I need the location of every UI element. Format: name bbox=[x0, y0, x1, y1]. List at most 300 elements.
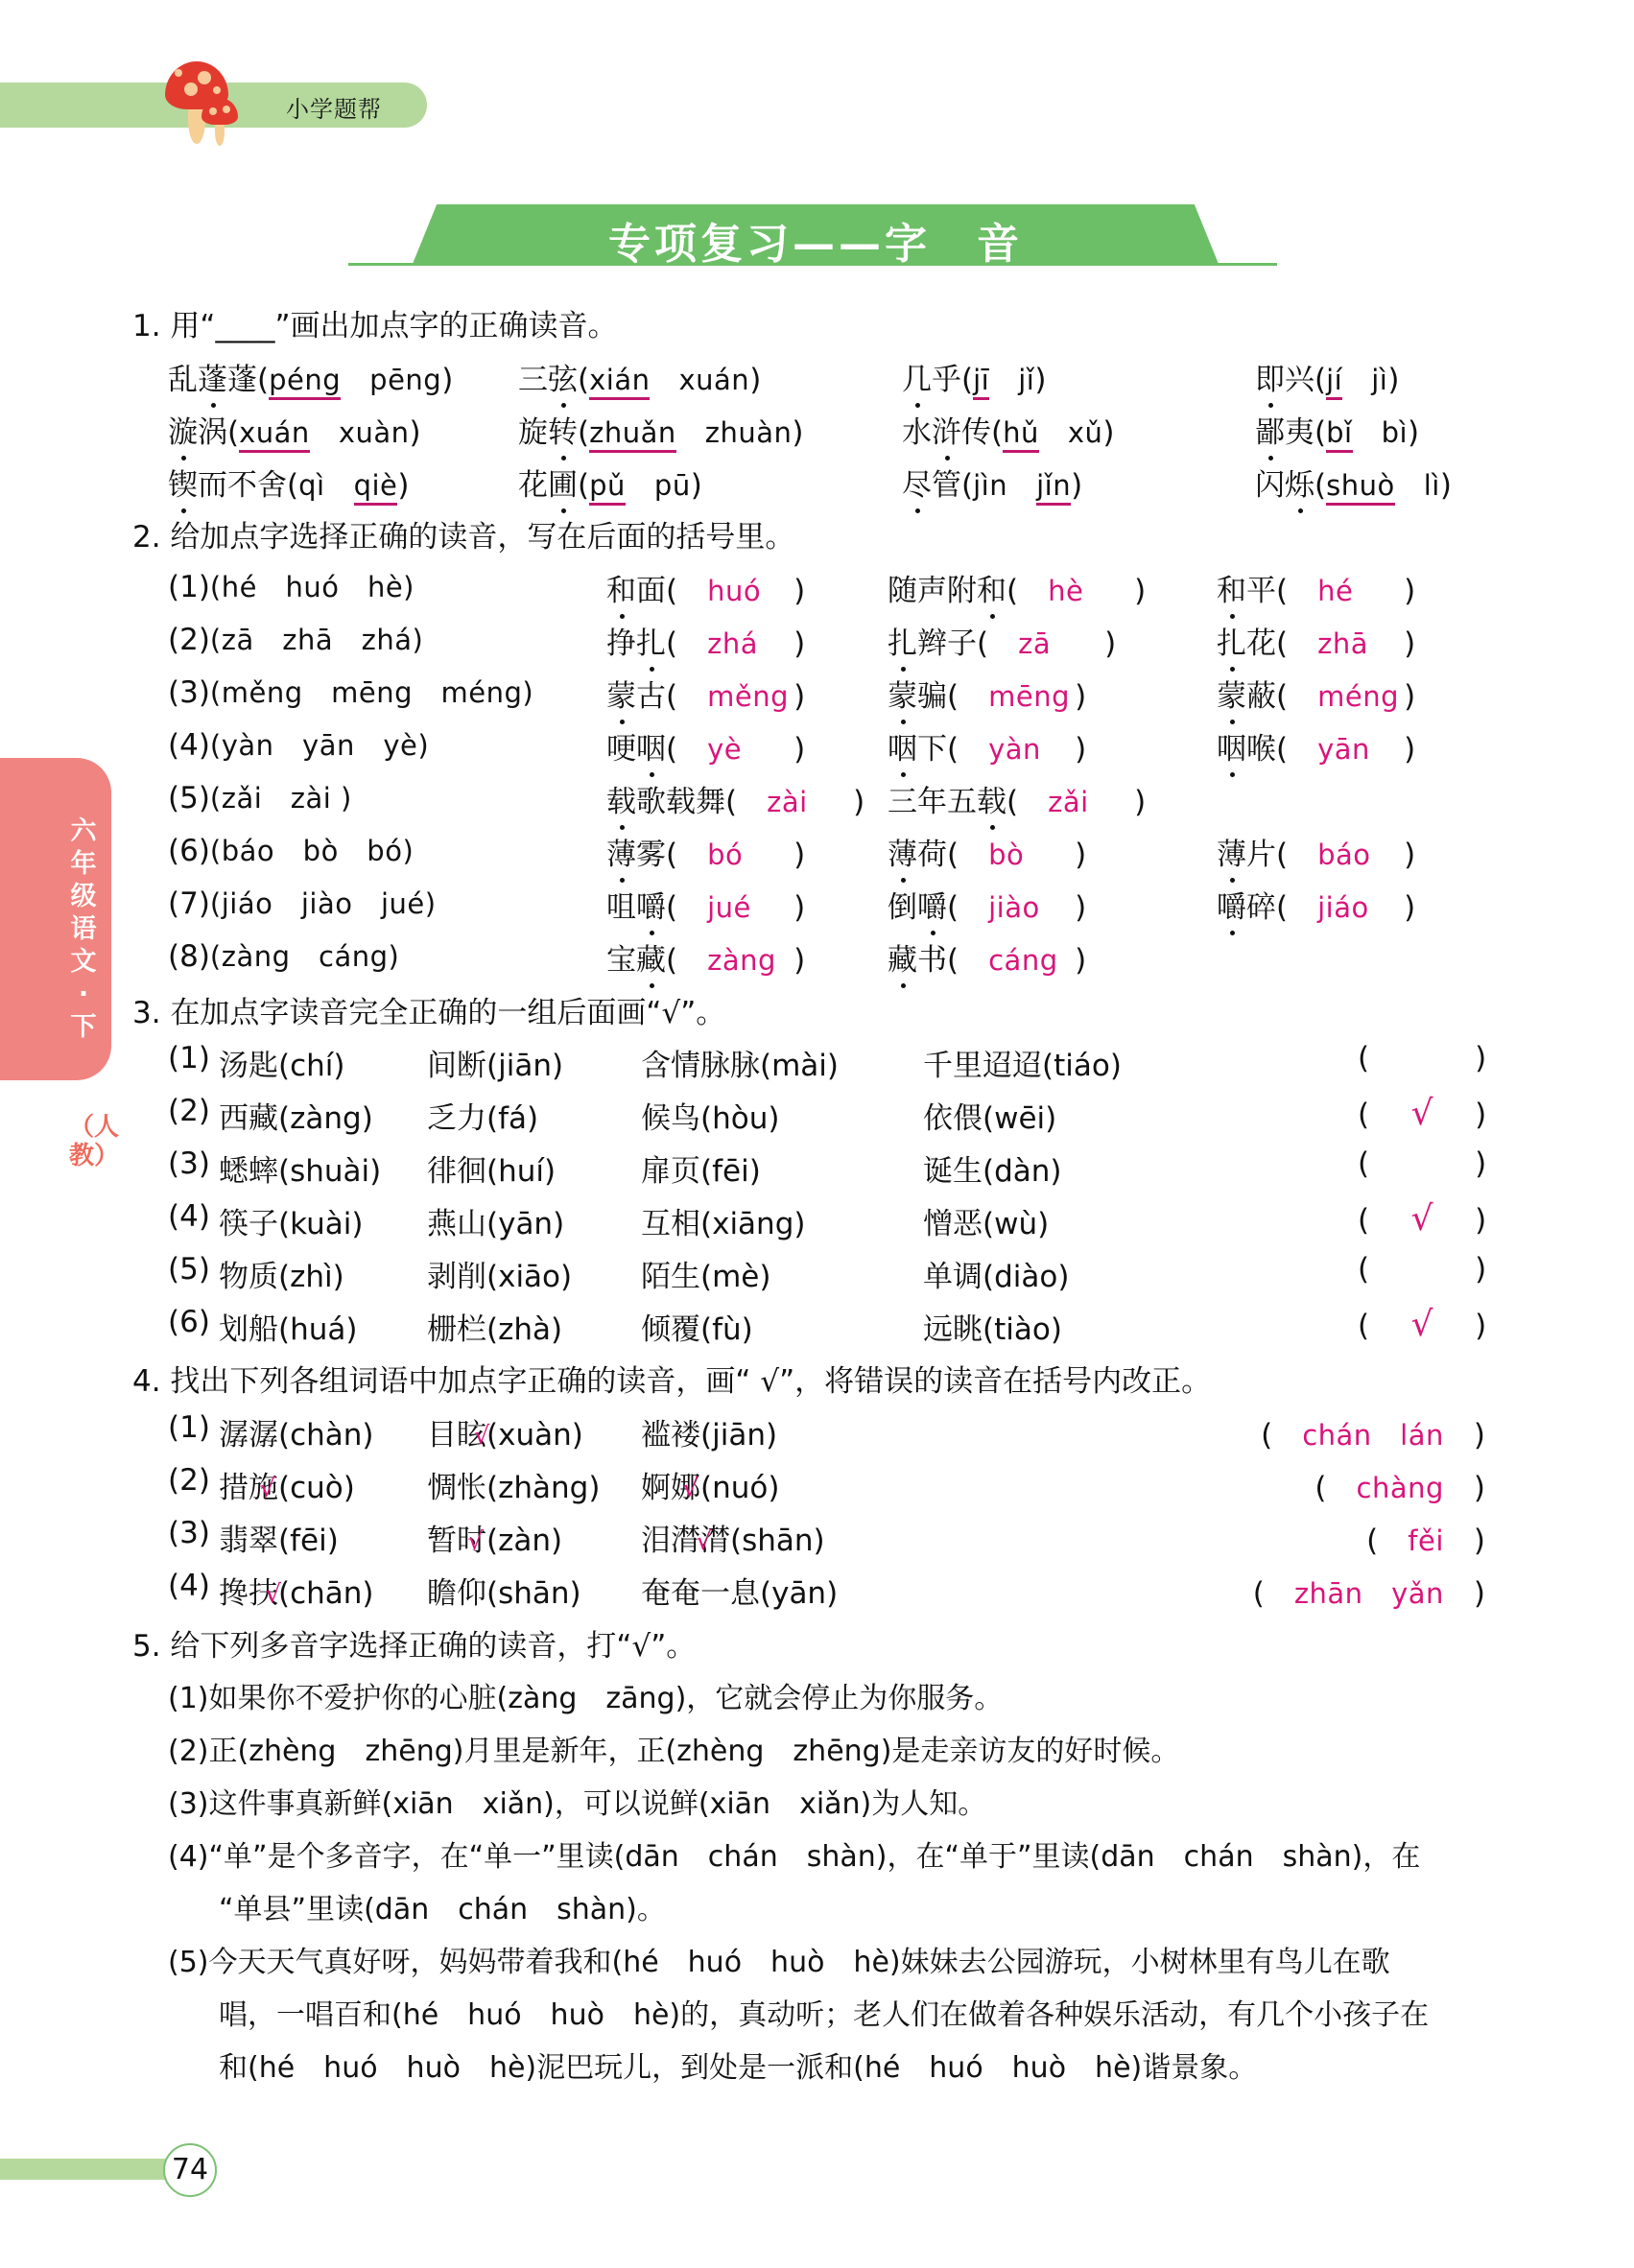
char: 三 bbox=[888, 785, 917, 819]
paren-close: ) bbox=[690, 468, 702, 503]
q2-word bbox=[888, 777, 1146, 820]
answer-field[interactable]: báo bbox=[1317, 839, 1371, 871]
char: 蔽 bbox=[1246, 679, 1276, 714]
paren-open: ( bbox=[947, 890, 989, 925]
paren-close: ) bbox=[1104, 626, 1117, 661]
q3-word: 西藏(zàng) bbox=[219, 1101, 373, 1136]
paren-close: ) bbox=[1443, 1576, 1485, 1611]
paren-close: ) bbox=[1404, 626, 1416, 661]
dotted-char: 和 bbox=[606, 566, 636, 609]
correction-field[interactable] bbox=[1314, 1463, 1485, 1506]
paren-open: ( bbox=[947, 943, 989, 978]
paren-close: ) bbox=[1443, 1524, 1485, 1558]
char: 雾 bbox=[636, 838, 666, 872]
q2-options bbox=[168, 619, 423, 658]
dotted-char: 咽 bbox=[1217, 724, 1246, 768]
paren-close: ) bbox=[1443, 1471, 1485, 1505]
paren-open: ( bbox=[1261, 1418, 1303, 1453]
item-number: (3) bbox=[168, 1516, 210, 1550]
pinyin-options: (hé huó hè) bbox=[209, 571, 414, 603]
pinyin-option[interactable]: jǐ bbox=[1018, 364, 1035, 396]
char: 喉 bbox=[1246, 732, 1276, 767]
dotted-char: 咽 bbox=[636, 724, 666, 768]
paren-open: ( bbox=[1314, 468, 1327, 503]
answer-field[interactable]: bò bbox=[988, 839, 1025, 871]
paren-close: ) bbox=[409, 415, 421, 450]
dotted-char: 藏 bbox=[888, 935, 917, 979]
word: 瞻仰(shān) bbox=[427, 1576, 581, 1611]
char: 平 bbox=[1246, 574, 1276, 608]
char: 随 bbox=[888, 574, 917, 608]
char: 歌 bbox=[636, 785, 666, 819]
q1-item bbox=[1255, 408, 1419, 451]
q2-word bbox=[888, 830, 1086, 873]
q3-word: 划船(huá) bbox=[219, 1312, 358, 1347]
q2-options bbox=[168, 566, 414, 605]
ticked-word: 泪潸潸(shān) √ bbox=[641, 1516, 825, 1559]
q2-options bbox=[168, 777, 352, 816]
paren-close: ) bbox=[1439, 468, 1452, 503]
paren-close: ) bbox=[397, 468, 410, 503]
paren-close: ) bbox=[1404, 574, 1416, 608]
q2-options bbox=[168, 935, 399, 975]
q5-line: (4)“单”是个多音字，在“单一”里读(dān chán shàn)，在“单于”里读(dān chán shàn)，在 bbox=[168, 1840, 1421, 1874]
char: 年 bbox=[917, 785, 947, 819]
q5-line: (1)如果你不爱护你的心脏(zàng zāng)，它就会停止为你服务。 bbox=[168, 1682, 1004, 1715]
paren-close: ) bbox=[1408, 415, 1420, 450]
answer-field[interactable]: zàng bbox=[707, 944, 776, 977]
paren-open: ( bbox=[1276, 838, 1318, 872]
paren-open: ( bbox=[947, 838, 989, 872]
q2-word bbox=[606, 619, 805, 662]
q1-item bbox=[168, 355, 453, 398]
dotted-char: 载 bbox=[606, 777, 636, 820]
paren-close: ) bbox=[1475, 1252, 1487, 1287]
pinyin-options: (zǎi zài ) bbox=[209, 782, 352, 815]
underlined-answer[interactable]: jǐn bbox=[1036, 469, 1071, 506]
answer-field[interactable]: cáng bbox=[988, 944, 1058, 977]
paren-open: ( bbox=[977, 626, 1019, 661]
paren-close: ) bbox=[792, 415, 804, 450]
paren-open: ( bbox=[257, 363, 270, 397]
dotted-char: 转 bbox=[548, 408, 578, 451]
answer-field[interactable]: yè bbox=[707, 733, 743, 766]
dotted-char: 鄙 bbox=[1255, 408, 1285, 451]
underlined-answer[interactable]: hǔ bbox=[1003, 416, 1039, 453]
dotted-char: 锲 bbox=[168, 461, 198, 504]
q2-word bbox=[888, 672, 1086, 715]
dotted-char: 圃 bbox=[548, 461, 578, 504]
paren-open: ( bbox=[1358, 1146, 1370, 1181]
q4-word bbox=[427, 1463, 600, 1506]
answer-field[interactable]: méng bbox=[1317, 680, 1399, 713]
q2-word bbox=[606, 883, 805, 926]
answer-field[interactable]: mēng bbox=[988, 680, 1070, 713]
q2-word bbox=[1217, 566, 1415, 609]
q2-heading: 2. 给加点字选择正确的读音，写在后面的括号里。 bbox=[132, 520, 795, 555]
q1-item bbox=[902, 355, 1046, 398]
paren-open: ( bbox=[578, 363, 590, 397]
q2-word bbox=[1217, 883, 1415, 926]
pinyin-option[interactable]: jìn bbox=[973, 469, 1008, 502]
paren-open: ( bbox=[1314, 363, 1327, 397]
char: 管 bbox=[932, 468, 961, 503]
item-number: (2) bbox=[168, 1463, 210, 1498]
answer-field[interactable]: jué bbox=[707, 891, 751, 924]
q2-word bbox=[606, 935, 805, 979]
dotted-char: 即 bbox=[1255, 355, 1285, 398]
q2-options bbox=[168, 724, 429, 764]
paren-close: ) bbox=[1075, 732, 1087, 767]
ticked-word: 婀娜(nuó) √ bbox=[641, 1463, 779, 1506]
paren-open: ( bbox=[1314, 415, 1327, 450]
dotted-char: 载 bbox=[977, 777, 1006, 820]
footer-bar bbox=[0, 2159, 168, 2180]
q4-heading: 4. 找出下列各组词语中加点字正确的读音，画“ √”，将错误的读音在括号内改正。 bbox=[132, 1364, 1212, 1399]
page-number: 74 bbox=[163, 2143, 217, 2197]
q4-word bbox=[641, 1569, 838, 1612]
q2-options bbox=[168, 883, 437, 922]
ticked-word: 搀扶(chān) √ bbox=[219, 1569, 374, 1612]
answer-field[interactable]: hé bbox=[1317, 575, 1354, 607]
dotted-char: 蒙 bbox=[888, 672, 917, 715]
underlined-answer[interactable]: jí bbox=[1326, 364, 1342, 400]
underlined-answer[interactable]: jī bbox=[973, 364, 989, 400]
item-number: (4) bbox=[168, 1199, 210, 1234]
word: 惆怅(zhàng) bbox=[427, 1471, 601, 1505]
char: 书 bbox=[917, 943, 947, 978]
paren-open: ( bbox=[666, 679, 708, 714]
dotted-char: 和 bbox=[1217, 566, 1246, 609]
dotted-char: 蒙 bbox=[606, 672, 636, 715]
char: 舞 bbox=[696, 785, 725, 819]
pinyin-option[interactable]: bì bbox=[1381, 416, 1409, 449]
answer-field[interactable]: zā bbox=[1018, 627, 1052, 660]
pinyin-option[interactable]: lì bbox=[1423, 469, 1440, 502]
q3-word: 远眺(tiào) bbox=[923, 1312, 1062, 1347]
paren-open: ( bbox=[666, 943, 708, 978]
correction-field[interactable] bbox=[1366, 1516, 1485, 1559]
pinyin-option[interactable]: zhuàn bbox=[704, 416, 793, 449]
q3-word: 筷子(kuài) bbox=[219, 1207, 364, 1241]
q4-word bbox=[427, 1410, 583, 1453]
pinyin-options: (měng mēng méng) bbox=[209, 676, 534, 709]
paren-close: ) bbox=[1404, 732, 1416, 767]
q2-word bbox=[606, 777, 864, 820]
q3-word: 间断(jiān) bbox=[427, 1049, 564, 1083]
paren-close: ) bbox=[1134, 785, 1147, 819]
q4-word bbox=[219, 1516, 339, 1559]
paren-close: ) bbox=[793, 732, 806, 767]
paren-open: ( bbox=[1314, 1471, 1357, 1505]
dotted-char: 扎 bbox=[636, 619, 666, 662]
ticked-word: 目眩(xuàn) √ bbox=[427, 1410, 583, 1453]
char: 荷 bbox=[917, 838, 947, 872]
word: 潺潺(chàn) bbox=[219, 1418, 374, 1453]
q2-word bbox=[888, 883, 1086, 926]
dotted-char: 薄 bbox=[1217, 830, 1246, 873]
underlined-answer[interactable]: zhuǎn bbox=[589, 416, 676, 453]
paren-close: ) bbox=[1134, 574, 1147, 608]
paren-open: ( bbox=[1358, 1203, 1370, 1238]
correction-answer: chán lán bbox=[1302, 1419, 1444, 1452]
q4-word bbox=[219, 1463, 355, 1506]
q4-word bbox=[641, 1516, 825, 1559]
paren-close: ) bbox=[1443, 1418, 1485, 1453]
char: 宝 bbox=[606, 943, 636, 978]
paren-open: ( bbox=[1252, 1576, 1294, 1611]
paren-close: ) bbox=[1102, 415, 1115, 450]
dotted-char: 漩 bbox=[168, 408, 198, 451]
q3-word: 倾覆(fù) bbox=[641, 1312, 753, 1347]
paren-open: ( bbox=[578, 468, 590, 503]
paren-open: ( bbox=[947, 679, 989, 714]
q1-heading: 1. 用“____”画出加点字的正确读音。 bbox=[132, 309, 618, 343]
check-box[interactable] bbox=[1358, 1094, 1486, 1133]
pinyin-option[interactable]: jì bbox=[1371, 364, 1388, 396]
check-box[interactable] bbox=[1358, 1199, 1486, 1239]
paren-open: ( bbox=[666, 890, 708, 925]
correction-answer: zhān yǎn bbox=[1293, 1577, 1444, 1610]
paren-close: ) bbox=[1387, 363, 1400, 397]
underlined-answer[interactable]: pǔ bbox=[589, 469, 626, 506]
paren-open: ( bbox=[666, 626, 708, 661]
correction-answer: fěi bbox=[1408, 1524, 1444, 1557]
char: 片 bbox=[1246, 838, 1276, 872]
pinyin-options: (jiáo jiào jué) bbox=[209, 887, 437, 920]
answer-field[interactable]: zǎi bbox=[1048, 786, 1089, 818]
answer-field[interactable]: huó bbox=[707, 575, 762, 607]
q5-line: 唱，一唱百和(hé huó huò hè)的，真动听；老人们在做着各种娱乐活动，有几个小孩子在 bbox=[219, 1998, 1430, 2032]
pinyin-option[interactable]: xǔ bbox=[1067, 416, 1103, 449]
char: 声 bbox=[917, 574, 947, 608]
q2-word bbox=[1217, 724, 1415, 768]
paren-close: ) bbox=[1071, 468, 1083, 503]
paren-open: ( bbox=[1358, 1098, 1370, 1132]
paren-open: ( bbox=[1276, 732, 1318, 767]
paren-close: ) bbox=[1475, 1203, 1487, 1238]
dotted-char: 薄 bbox=[606, 830, 636, 873]
q5-line: (3)这件事真新鲜(xiān xiǎn)，可以说鲜(xiān xiǎn)为人知。 bbox=[168, 1787, 987, 1821]
q4-word bbox=[219, 1410, 374, 1453]
answer-field[interactable]: zài bbox=[767, 786, 808, 818]
char: 哽 bbox=[606, 732, 636, 767]
pinyin-option[interactable]: xuàn bbox=[338, 416, 410, 449]
answer-field[interactable]: jiáo bbox=[1317, 891, 1369, 924]
q5-line: (5)今天天气真好呀，妈妈带着我和(hé huó huò hè)妹妹去公园游玩，小树林里有鸟儿在歌 bbox=[168, 1946, 1390, 1979]
q3-word: 单调(diào) bbox=[923, 1260, 1070, 1294]
q3-word: 燕山(yān) bbox=[427, 1207, 565, 1241]
answer-field[interactable]: měng bbox=[707, 680, 789, 713]
item-number: (4) bbox=[168, 728, 210, 763]
item-number: (3) bbox=[168, 675, 210, 710]
dotted-char: 蒙 bbox=[1217, 672, 1246, 715]
q1-item bbox=[1255, 461, 1452, 504]
pinyin-options: (zàng cáng) bbox=[209, 940, 400, 973]
q5-line: “单县”里读(dān chán shàn)。 bbox=[219, 1893, 666, 1926]
paren-close: ) bbox=[441, 363, 454, 397]
item-number: (2) bbox=[168, 623, 210, 657]
check-box[interactable] bbox=[1358, 1041, 1486, 1075]
q2-word bbox=[1217, 619, 1415, 662]
pinyin-options: (zā zhā zhá) bbox=[209, 624, 424, 656]
pinyin-option[interactable]: qì bbox=[298, 469, 325, 502]
underlined-answer[interactable]: xián bbox=[589, 364, 650, 400]
ticked-word: 暂时(zàn) √ bbox=[427, 1516, 562, 1559]
paren-open: ( bbox=[961, 363, 974, 397]
q2-word bbox=[888, 566, 1146, 609]
answer-field[interactable]: bó bbox=[707, 839, 744, 871]
dotted-char: 咽 bbox=[888, 724, 917, 768]
paren-close: ) bbox=[1075, 679, 1087, 714]
char: 面 bbox=[636, 574, 666, 608]
paren-open: ( bbox=[666, 732, 708, 767]
q3-word: 栅栏(zhà) bbox=[427, 1312, 563, 1347]
pinyin-option[interactable]: pēng bbox=[369, 364, 442, 396]
q3-word: 诞生(dàn) bbox=[923, 1154, 1062, 1189]
q1-item bbox=[902, 461, 1082, 504]
check-box[interactable] bbox=[1358, 1305, 1486, 1344]
char: 涡 bbox=[198, 415, 227, 450]
paren-open: ( bbox=[578, 415, 590, 450]
answer-field[interactable]: zhā bbox=[1317, 627, 1368, 660]
char: 骗 bbox=[917, 679, 947, 714]
paren-open: ( bbox=[1276, 626, 1318, 661]
dotted-char: 嚼 bbox=[1217, 883, 1246, 926]
char: 子 bbox=[947, 626, 977, 661]
q2-word bbox=[1217, 672, 1415, 715]
correction-field[interactable] bbox=[1253, 1569, 1485, 1612]
paren-close: ) bbox=[1475, 1098, 1487, 1132]
char: 乱 bbox=[168, 363, 198, 397]
paren-close: ) bbox=[1404, 838, 1416, 872]
char: 下 bbox=[917, 732, 947, 767]
paren-close: ) bbox=[1034, 363, 1047, 397]
item-number: (6) bbox=[168, 834, 210, 868]
page-title: 专项复习——字 音 bbox=[608, 220, 1023, 269]
pinyin-options: (báo bò bó) bbox=[209, 835, 414, 867]
underlined-answer[interactable]: bǐ bbox=[1326, 416, 1352, 453]
q3-word: 扉页(fēi) bbox=[641, 1154, 761, 1189]
paren-open: ( bbox=[1366, 1524, 1409, 1558]
underlined-answer[interactable]: shuò bbox=[1326, 469, 1395, 506]
answer-field[interactable]: hè bbox=[1048, 575, 1084, 607]
paren-open: ( bbox=[1358, 1252, 1370, 1287]
q3-word: 互相(xiāng) bbox=[641, 1207, 806, 1241]
dotted-char: 蓬 bbox=[198, 355, 227, 398]
q3-word: 徘徊(huí) bbox=[427, 1154, 557, 1189]
q4-word bbox=[427, 1516, 562, 1559]
item-number: (1) bbox=[168, 1041, 210, 1075]
answer-field[interactable]: zhá bbox=[707, 627, 758, 660]
char: 不 bbox=[227, 468, 257, 503]
paren-open: ( bbox=[1358, 1309, 1370, 1343]
dotted-char: 浒 bbox=[932, 408, 961, 451]
q3-word: 汤匙(chí) bbox=[219, 1049, 345, 1083]
dotted-char: 尽 bbox=[902, 461, 932, 504]
char: 古 bbox=[636, 679, 666, 714]
pinyin-option[interactable]: xuán bbox=[678, 364, 750, 396]
paren-open: ( bbox=[1358, 1041, 1370, 1075]
item-number: (5) bbox=[168, 781, 210, 815]
char: 咀 bbox=[606, 890, 636, 925]
word: 翡翠(fēi) bbox=[219, 1524, 339, 1558]
paren-close: ) bbox=[793, 943, 806, 978]
q3-word: 剥削(xiāo) bbox=[427, 1260, 573, 1294]
char: 兴 bbox=[1285, 363, 1314, 397]
q2-word bbox=[606, 566, 805, 609]
underlined-answer[interactable]: xuán bbox=[239, 416, 310, 453]
paren-close: ) bbox=[793, 626, 806, 661]
paren-open: ( bbox=[1006, 785, 1049, 819]
paren-open: ( bbox=[947, 732, 989, 767]
underlined-answer[interactable]: qiè bbox=[354, 469, 398, 506]
q2-options bbox=[168, 672, 533, 711]
paren-close: ) bbox=[749, 363, 762, 397]
underlined-answer[interactable]: péng bbox=[269, 364, 341, 400]
q3-word: 乏力(fá) bbox=[427, 1101, 539, 1136]
paren-close: ) bbox=[793, 574, 806, 608]
q1-item bbox=[1255, 355, 1399, 398]
q5-heading: 5. 给下列多音字选择正确的读音，打“√”。 bbox=[132, 1629, 697, 1664]
dotted-char: 扎 bbox=[1217, 619, 1246, 662]
item-number: (4) bbox=[168, 1569, 210, 1603]
brand-label: 小学题帮 bbox=[286, 96, 382, 123]
q3-word: 蟋蟀(shuài) bbox=[219, 1154, 382, 1189]
paren-open: ( bbox=[666, 574, 708, 608]
char: 蓬 bbox=[227, 363, 257, 397]
correction-answer: chàng bbox=[1356, 1472, 1444, 1504]
paren-close: ) bbox=[793, 838, 806, 872]
answer-field[interactable]: jiào bbox=[988, 891, 1040, 924]
paren-open: ( bbox=[1006, 574, 1049, 608]
answer-field[interactable]: yān bbox=[1317, 733, 1370, 766]
item-number: (3) bbox=[168, 1146, 210, 1181]
check-mark: √ bbox=[1410, 1305, 1433, 1344]
small-mushroom-icon bbox=[201, 98, 238, 146]
pinyin-option[interactable]: pū bbox=[653, 469, 691, 502]
q3-heading: 3. 在加点字读音完全正确的一组后面画“√”。 bbox=[132, 996, 726, 1030]
q2-word bbox=[888, 935, 1086, 979]
char: 舍 bbox=[257, 468, 287, 503]
dotted-char: 几 bbox=[902, 355, 932, 398]
paren-close: ) bbox=[1475, 1309, 1487, 1343]
char: 三 bbox=[518, 363, 548, 397]
correction-field[interactable] bbox=[1261, 1410, 1485, 1453]
q3-word: 依偎(wēi) bbox=[923, 1101, 1057, 1136]
paren-open: ( bbox=[227, 415, 240, 450]
paren-close: ) bbox=[1404, 679, 1416, 714]
check-box[interactable] bbox=[1358, 1146, 1486, 1181]
q5-line: (2)正(zhèng zhēng)月里是新年，正(zhèng zhēng)是走亲访友的好时候。 bbox=[168, 1735, 1180, 1768]
char: 花 bbox=[518, 468, 548, 503]
item-number: (8) bbox=[168, 939, 210, 974]
dotted-char: 和 bbox=[977, 566, 1006, 609]
answer-field[interactable]: yàn bbox=[988, 733, 1041, 766]
word: 褴褛(jiān) bbox=[641, 1418, 778, 1453]
paren-close: ) bbox=[1075, 943, 1087, 978]
paren-open: ( bbox=[961, 468, 974, 503]
paren-close: ) bbox=[1475, 1146, 1487, 1181]
char: 闪 bbox=[1255, 468, 1285, 503]
item-number: (1) bbox=[168, 570, 210, 604]
check-box[interactable] bbox=[1358, 1252, 1486, 1287]
q2-word bbox=[606, 672, 805, 715]
char: 碎 bbox=[1246, 890, 1276, 925]
q1-item bbox=[518, 408, 804, 451]
char: 旋 bbox=[518, 415, 548, 450]
q5-line: 和(hé huó huò hè)泥巴玩儿，到处是一派和(hé huó huò hè)谐景象。 bbox=[219, 2051, 1258, 2085]
